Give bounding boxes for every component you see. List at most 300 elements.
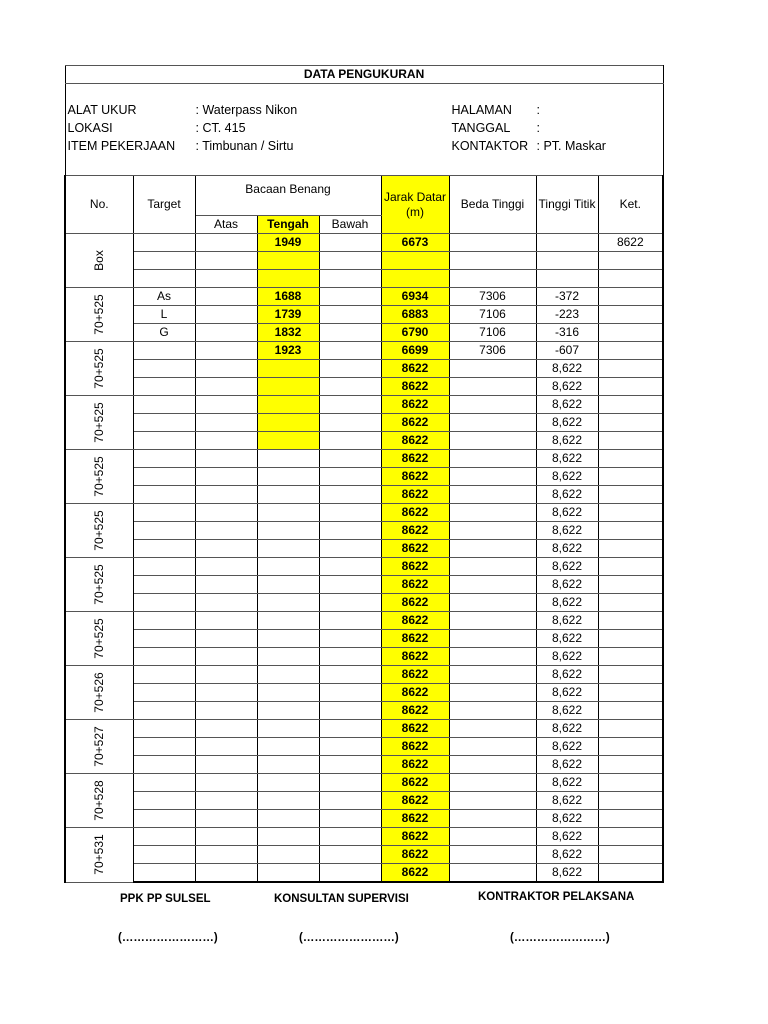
target-cell xyxy=(133,414,195,432)
tengah-cell xyxy=(257,270,319,288)
atas-cell xyxy=(195,288,257,306)
ket-cell xyxy=(598,396,663,414)
target-cell xyxy=(133,666,195,684)
target-cell xyxy=(133,648,195,666)
target-cell xyxy=(133,540,195,558)
jarak-datar-cell: 8622 xyxy=(381,594,449,612)
ket-cell xyxy=(598,810,663,828)
station-cell xyxy=(65,612,133,666)
tinggi-titik-cell: 8,622 xyxy=(536,378,598,396)
bawah-cell xyxy=(319,450,381,468)
table-row xyxy=(65,432,663,450)
ket-cell xyxy=(598,756,663,774)
tengah-cell xyxy=(257,378,319,396)
station-cell xyxy=(65,234,133,288)
jarak-datar-cell: 8622 xyxy=(381,522,449,540)
station-label: 70+525 xyxy=(91,510,106,551)
tanggal-value: : xyxy=(536,121,540,135)
atas-cell xyxy=(195,828,257,846)
target-cell xyxy=(133,612,195,630)
header-ket: Ket. xyxy=(598,176,663,234)
atas-cell xyxy=(195,576,257,594)
alat-ukur-value: : Waterpass Nikon xyxy=(195,103,298,117)
ket-cell xyxy=(598,270,663,288)
table-row xyxy=(65,792,663,810)
jarak-datar-cell: 6673 xyxy=(381,234,449,252)
tengah-cell xyxy=(257,738,319,756)
ket-cell xyxy=(598,522,663,540)
beda-tinggi-cell xyxy=(449,720,536,738)
target-cell: G xyxy=(133,324,195,342)
beda-tinggi-cell xyxy=(449,648,536,666)
jarak-datar-cell: 8622 xyxy=(381,558,449,576)
station-label: 70+525 xyxy=(91,294,106,335)
bawah-cell xyxy=(319,630,381,648)
tinggi-titik-cell: 8,622 xyxy=(536,756,598,774)
jarak-datar-cell xyxy=(381,252,449,270)
tinggi-titik-cell: 8,622 xyxy=(536,558,598,576)
atas-cell xyxy=(195,486,257,504)
info-block xyxy=(65,84,663,176)
beda-tinggi-cell xyxy=(449,504,536,522)
tanggal-label: TANGGAL xyxy=(451,121,511,135)
jarak-datar-cell: 8622 xyxy=(381,432,449,450)
atas-cell xyxy=(195,648,257,666)
bawah-cell xyxy=(319,306,381,324)
station-cell xyxy=(65,450,133,504)
atas-cell xyxy=(195,378,257,396)
tengah-cell xyxy=(257,864,319,883)
bawah-cell xyxy=(319,378,381,396)
ket-cell xyxy=(598,288,663,306)
atas-cell xyxy=(195,612,257,630)
tinggi-titik-cell: 8,622 xyxy=(536,774,598,792)
station-label: 70+525 xyxy=(91,618,106,659)
target-cell xyxy=(133,774,195,792)
beda-tinggi-cell xyxy=(449,378,536,396)
target-cell xyxy=(133,504,195,522)
target-cell xyxy=(133,810,195,828)
beda-tinggi-cell xyxy=(449,594,536,612)
jarak-datar-cell: 8622 xyxy=(381,396,449,414)
sheet-title: DATA PENGUKURAN xyxy=(65,66,663,84)
bawah-cell xyxy=(319,684,381,702)
jarak-datar-cell: 8622 xyxy=(381,630,449,648)
ket-cell xyxy=(598,846,663,864)
tengah-cell xyxy=(257,252,319,270)
beda-tinggi-cell xyxy=(449,666,536,684)
header-atas: Atas xyxy=(195,216,257,234)
beda-tinggi-cell: 7106 xyxy=(449,306,536,324)
atas-cell xyxy=(195,666,257,684)
bawah-cell xyxy=(319,504,381,522)
station-label: 70+526 xyxy=(91,672,106,713)
table-row xyxy=(65,774,663,792)
tengah-cell: 1739 xyxy=(257,306,319,324)
atas-cell xyxy=(195,270,257,288)
beda-tinggi-cell: 7106 xyxy=(449,324,536,342)
tengah-cell xyxy=(257,666,319,684)
measurement-table xyxy=(64,65,664,883)
atas-cell xyxy=(195,540,257,558)
target-cell xyxy=(133,720,195,738)
bawah-cell xyxy=(319,774,381,792)
jarak-datar-cell: 8622 xyxy=(381,828,449,846)
station-cell xyxy=(65,774,133,828)
tinggi-titik-cell: 8,622 xyxy=(536,702,598,720)
tengah-cell xyxy=(257,720,319,738)
tinggi-titik-cell: -372 xyxy=(536,288,598,306)
beda-tinggi-cell xyxy=(449,828,536,846)
target-cell xyxy=(133,792,195,810)
tengah-cell xyxy=(257,396,319,414)
header-tinggi-titik: Tinggi Titik xyxy=(536,176,598,234)
tinggi-titik-cell: 8,622 xyxy=(536,360,598,378)
bawah-cell xyxy=(319,540,381,558)
atas-cell xyxy=(195,594,257,612)
table-row xyxy=(65,414,663,432)
target-cell xyxy=(133,522,195,540)
station-cell xyxy=(65,558,133,612)
target-cell: As xyxy=(133,288,195,306)
tengah-cell xyxy=(257,414,319,432)
station-label: 70+527 xyxy=(91,726,106,767)
ket-cell xyxy=(598,342,663,360)
atas-cell xyxy=(195,684,257,702)
table-row xyxy=(65,468,663,486)
table-row xyxy=(65,504,663,522)
table-row xyxy=(65,288,663,306)
station-cell xyxy=(65,720,133,774)
bawah-cell xyxy=(319,576,381,594)
table-row xyxy=(65,702,663,720)
tinggi-titik-cell: 8,622 xyxy=(536,846,598,864)
tinggi-titik-cell: 8,622 xyxy=(536,486,598,504)
lokasi-label: LOKASI xyxy=(67,121,113,135)
bawah-cell xyxy=(319,756,381,774)
ket-cell xyxy=(598,738,663,756)
target-cell xyxy=(133,846,195,864)
station-cell xyxy=(65,396,133,450)
ket-cell xyxy=(598,630,663,648)
bawah-cell xyxy=(319,558,381,576)
jarak-datar-cell: 8622 xyxy=(381,378,449,396)
target-cell xyxy=(133,738,195,756)
target-cell xyxy=(133,702,195,720)
bawah-cell xyxy=(319,648,381,666)
atas-cell xyxy=(195,846,257,864)
tengah-cell xyxy=(257,450,319,468)
tengah-cell: 1688 xyxy=(257,288,319,306)
ket-cell xyxy=(598,594,663,612)
table-row xyxy=(65,270,663,288)
beda-tinggi-cell: 7306 xyxy=(449,342,536,360)
beda-tinggi-cell xyxy=(449,270,536,288)
item-pekerjaan-label: ITEM PEKERJAAN xyxy=(67,139,176,153)
beda-tinggi-cell xyxy=(449,576,536,594)
target-cell xyxy=(133,594,195,612)
beda-tinggi-cell xyxy=(449,468,536,486)
ket-cell xyxy=(598,504,663,522)
tengah-cell xyxy=(257,612,319,630)
target-cell xyxy=(133,270,195,288)
table-row xyxy=(65,666,663,684)
table-row xyxy=(65,756,663,774)
tinggi-titik-cell: 8,622 xyxy=(536,432,598,450)
target-cell xyxy=(133,864,195,883)
jarak-datar-cell: 8622 xyxy=(381,846,449,864)
ket-cell xyxy=(598,306,663,324)
tengah-cell xyxy=(257,756,319,774)
station-cell xyxy=(65,342,133,396)
station-label: 70+531 xyxy=(91,834,106,875)
station-cell xyxy=(65,504,133,558)
beda-tinggi-cell xyxy=(449,612,536,630)
atas-cell xyxy=(195,792,257,810)
jarak-datar-cell: 8622 xyxy=(381,360,449,378)
atas-cell xyxy=(195,756,257,774)
jarak-datar-cell: 8622 xyxy=(381,648,449,666)
bawah-cell xyxy=(319,288,381,306)
beda-tinggi-cell xyxy=(449,234,536,252)
signature-konsultan-blank: (……………………) xyxy=(299,932,399,944)
tengah-cell: 1923 xyxy=(257,342,319,360)
signature-konsultan-label: KONSULTAN SUPERVISI xyxy=(274,893,409,905)
target-cell xyxy=(133,396,195,414)
signature-kontraktor-label: KONTRAKTOR PELAKSANA xyxy=(478,891,635,903)
beda-tinggi-cell xyxy=(449,414,536,432)
tinggi-titik-cell: 8,622 xyxy=(536,666,598,684)
tengah-cell xyxy=(257,540,319,558)
jarak-datar-cell: 8622 xyxy=(381,414,449,432)
header-bawah: Bawah xyxy=(319,216,381,234)
jarak-datar-cell: 8622 xyxy=(381,738,449,756)
beda-tinggi-cell xyxy=(449,792,536,810)
table-row xyxy=(65,540,663,558)
beda-tinggi-cell xyxy=(449,684,536,702)
tinggi-titik-cell: 8,622 xyxy=(536,522,598,540)
tinggi-titik-cell: 8,622 xyxy=(536,864,598,883)
jarak-datar-cell: 8622 xyxy=(381,864,449,883)
table-row xyxy=(65,324,663,342)
jarak-datar-cell: 8622 xyxy=(381,702,449,720)
station-cell xyxy=(65,828,133,883)
header-jarak-datar: Jarak Datar (m) xyxy=(381,176,449,234)
ket-cell xyxy=(598,702,663,720)
ket-cell xyxy=(598,450,663,468)
tinggi-titik-cell: 8,622 xyxy=(536,468,598,486)
tengah-cell xyxy=(257,702,319,720)
ket-cell xyxy=(598,792,663,810)
tinggi-titik-cell: -607 xyxy=(536,342,598,360)
jarak-datar-cell: 8622 xyxy=(381,684,449,702)
beda-tinggi-cell xyxy=(449,396,536,414)
kontaktor-label: KONTAKTOR xyxy=(451,139,529,153)
tengah-cell xyxy=(257,648,319,666)
bawah-cell xyxy=(319,864,381,883)
tengah-cell: 1832 xyxy=(257,324,319,342)
tinggi-titik-cell: 8,622 xyxy=(536,450,598,468)
tengah-cell xyxy=(257,630,319,648)
target-cell xyxy=(133,432,195,450)
station-label: 70+525 xyxy=(91,456,106,497)
bawah-cell xyxy=(319,468,381,486)
beda-tinggi-cell xyxy=(449,432,536,450)
atas-cell xyxy=(195,630,257,648)
header-beda-tinggi: Beda Tinggi xyxy=(449,176,536,234)
signature-kontraktor-blank: (……………………) xyxy=(510,932,610,944)
atas-cell xyxy=(195,522,257,540)
ket-cell xyxy=(598,468,663,486)
tengah-cell: 1949 xyxy=(257,234,319,252)
table-row xyxy=(65,252,663,270)
table-row xyxy=(65,846,663,864)
beda-tinggi-cell xyxy=(449,756,536,774)
atas-cell xyxy=(195,864,257,883)
tinggi-titik-cell: 8,622 xyxy=(536,414,598,432)
header-no: No. xyxy=(65,176,133,234)
bawah-cell xyxy=(319,234,381,252)
jarak-datar-cell: 8622 xyxy=(381,666,449,684)
tinggi-titik-cell: 8,622 xyxy=(536,720,598,738)
station-cell xyxy=(65,666,133,720)
station-cell xyxy=(65,288,133,342)
tengah-cell xyxy=(257,522,319,540)
tengah-cell xyxy=(257,684,319,702)
station-label: 70+525 xyxy=(91,402,106,443)
table-row xyxy=(65,378,663,396)
atas-cell xyxy=(195,702,257,720)
bawah-cell xyxy=(319,252,381,270)
table-row xyxy=(65,630,663,648)
jarak-datar-cell: 8622 xyxy=(381,504,449,522)
bawah-cell xyxy=(319,702,381,720)
signature-ppk-label: PPK PP SULSEL xyxy=(120,893,211,905)
header-bacaan-benang: Bacaan Benang xyxy=(195,176,381,216)
jarak-datar-cell: 6883 xyxy=(381,306,449,324)
target-cell xyxy=(133,828,195,846)
station-label: 70+525 xyxy=(91,564,106,605)
bawah-cell xyxy=(319,360,381,378)
item-pekerjaan-value: : Timbunan / Sirtu xyxy=(195,139,294,153)
table-row xyxy=(65,450,663,468)
jarak-datar-cell: 8622 xyxy=(381,576,449,594)
bawah-cell xyxy=(319,792,381,810)
atas-cell xyxy=(195,774,257,792)
tinggi-titik-cell: 8,622 xyxy=(536,504,598,522)
lokasi-value: : CT. 415 xyxy=(195,121,246,135)
jarak-datar-cell: 8622 xyxy=(381,756,449,774)
target-cell xyxy=(133,342,195,360)
tengah-cell xyxy=(257,504,319,522)
bawah-cell xyxy=(319,612,381,630)
atas-cell xyxy=(195,252,257,270)
target-cell xyxy=(133,576,195,594)
beda-tinggi-cell xyxy=(449,252,536,270)
target-cell xyxy=(133,630,195,648)
table-row xyxy=(65,612,663,630)
atas-cell xyxy=(195,450,257,468)
table-row xyxy=(65,234,663,252)
jarak-datar-cell: 8622 xyxy=(381,540,449,558)
beda-tinggi-cell xyxy=(449,630,536,648)
bawah-cell xyxy=(319,342,381,360)
ket-cell xyxy=(598,774,663,792)
beda-tinggi-cell xyxy=(449,810,536,828)
bawah-cell xyxy=(319,720,381,738)
jarak-datar-cell: 8622 xyxy=(381,468,449,486)
target-cell xyxy=(133,450,195,468)
atas-cell xyxy=(195,324,257,342)
tengah-cell xyxy=(257,792,319,810)
bawah-cell xyxy=(319,846,381,864)
beda-tinggi-cell xyxy=(449,774,536,792)
beda-tinggi-cell xyxy=(449,864,536,883)
beda-tinggi-cell xyxy=(449,486,536,504)
tinggi-titik-cell: 8,622 xyxy=(536,684,598,702)
bawah-cell xyxy=(319,828,381,846)
ket-cell xyxy=(598,864,663,883)
atas-cell xyxy=(195,360,257,378)
bawah-cell xyxy=(319,432,381,450)
ket-cell xyxy=(598,576,663,594)
ket-cell xyxy=(598,612,663,630)
tinggi-titik-cell: 8,622 xyxy=(536,594,598,612)
beda-tinggi-cell xyxy=(449,450,536,468)
tengah-cell xyxy=(257,594,319,612)
tinggi-titik-cell xyxy=(536,234,598,252)
jarak-datar-cell: 8622 xyxy=(381,774,449,792)
atas-cell xyxy=(195,810,257,828)
bawah-cell xyxy=(319,324,381,342)
jarak-datar-cell: 8622 xyxy=(381,792,449,810)
target-cell xyxy=(133,558,195,576)
table-row xyxy=(65,558,663,576)
table-row xyxy=(65,648,663,666)
ket-cell xyxy=(598,684,663,702)
jarak-datar-cell: 6934 xyxy=(381,288,449,306)
atas-cell xyxy=(195,234,257,252)
station-label: 70+525 xyxy=(91,348,106,389)
station-label: 70+528 xyxy=(91,780,106,821)
ket-cell xyxy=(598,720,663,738)
ket-cell xyxy=(598,666,663,684)
tinggi-titik-cell: 8,622 xyxy=(536,540,598,558)
table-row xyxy=(65,342,663,360)
tinggi-titik-cell: 8,622 xyxy=(536,810,598,828)
tinggi-titik-cell: 8,622 xyxy=(536,396,598,414)
jarak-datar-cell: 8622 xyxy=(381,612,449,630)
atas-cell xyxy=(195,738,257,756)
tengah-cell xyxy=(257,486,319,504)
ket-cell xyxy=(598,648,663,666)
ket-cell xyxy=(598,432,663,450)
ket-cell: 8622 xyxy=(598,234,663,252)
station-label: Box xyxy=(91,250,106,271)
target-cell xyxy=(133,756,195,774)
bawah-cell xyxy=(319,414,381,432)
tengah-cell xyxy=(257,810,319,828)
table-row xyxy=(65,864,663,883)
bawah-cell xyxy=(319,270,381,288)
tinggi-titik-cell: 8,622 xyxy=(536,612,598,630)
table-row xyxy=(65,576,663,594)
tinggi-titik-cell: 8,622 xyxy=(536,828,598,846)
table-row xyxy=(65,486,663,504)
beda-tinggi-cell xyxy=(449,738,536,756)
ket-cell xyxy=(598,558,663,576)
tengah-cell xyxy=(257,774,319,792)
